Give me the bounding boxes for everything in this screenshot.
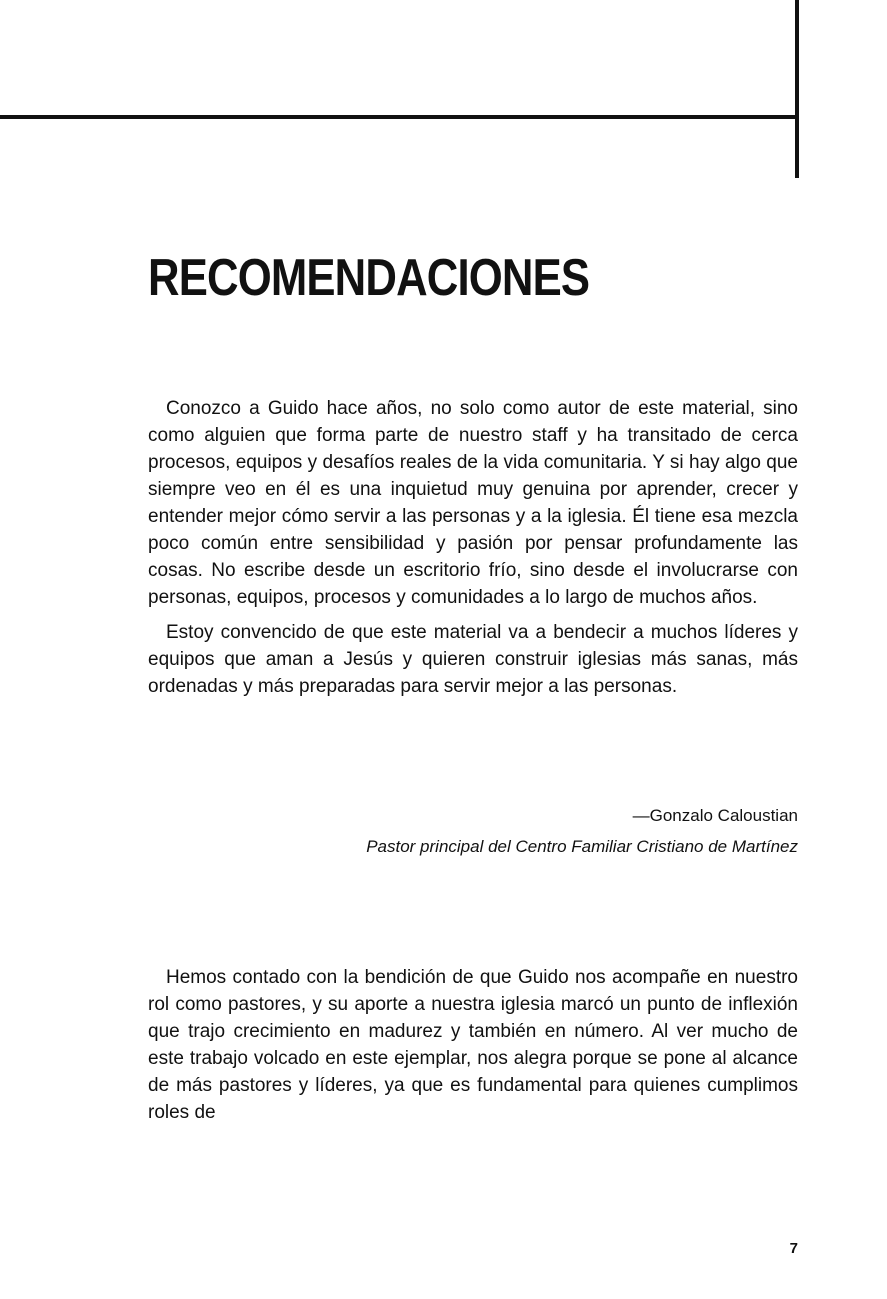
header-horizontal-rule xyxy=(0,115,798,119)
page-title: RECOMENDACIONES xyxy=(148,249,590,307)
recommendation-1-role: Pastor principal del Centro Familiar Cristiano de Martínez xyxy=(366,837,798,856)
header-vertical-rule xyxy=(795,0,799,178)
recommendation-1-paragraph-1: Conozco a Guido hace años, no solo como autor de este material, sino como alguien que forma parte de nuestro staff y ha transitado de cerca procesos, equipos y desafíos reales de la vida comunitaria. Y si hay algo que siempre veo en él es una inquietud muy genuina por aprender, crecer y entender mejor cómo servir a las personas y a la iglesia. Él tiene esa mezcla poco común entre sensibilidad y pasión por pensar profundamente las cosas. No escribe desde un escritorio frío, sino desde el involucrarse con personas, equipos, procesos y comunidades a lo largo de muchos años. xyxy=(148,398,798,608)
recommendation-1-author: —Gonzalo Caloustian xyxy=(632,806,798,825)
page-number: 7 xyxy=(789,1240,798,1257)
recommendation-1-attribution xyxy=(148,800,798,862)
recommendation-1-paragraph-2: Estoy convencido de que este material va a bendecir a muchos líderes y equipos que aman a Jesús y quieren construir iglesias más sanas, más ordenadas y más preparadas para servir mejor a las personas. xyxy=(148,622,798,697)
recommendation-2 xyxy=(148,964,798,1134)
recommendation-1 xyxy=(148,395,798,708)
recommendation-2-paragraph-1: Hemos contado con la bendición de que Guido nos acompañe en nuestro rol como pastores, y su aporte a nuestra iglesia marcó un punto de inflexión que trajo crecimiento en madurez y también en número. Al ver mucho de este trabajo volcado en este ejemplar, nos alegra porque se pone al alcance de más pastores y líderes, ya que es fundamental para quienes cumplimos roles de xyxy=(148,967,798,1123)
